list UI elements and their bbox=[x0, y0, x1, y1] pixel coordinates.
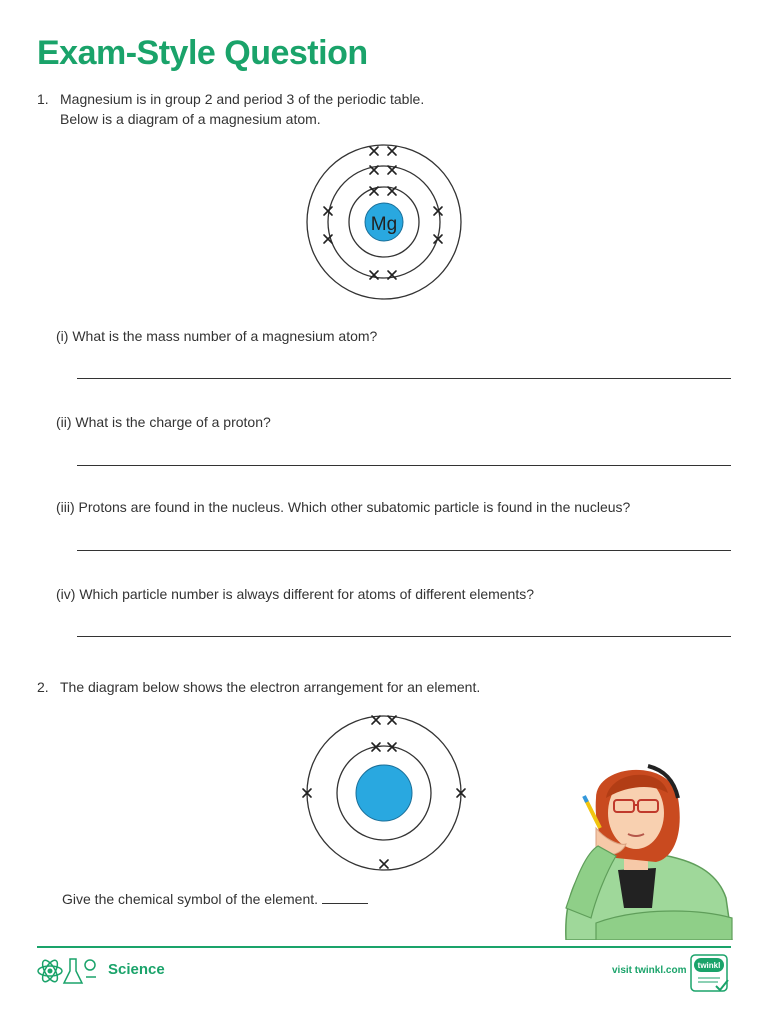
magnesium-atom-diagram bbox=[300, 140, 468, 300]
answer-line-ii[interactable] bbox=[77, 465, 731, 466]
sub-question-iv: (iv) Which particle number is always different for atoms of different elements? bbox=[56, 586, 535, 602]
question-2-prompt bbox=[62, 891, 368, 907]
question-1-line-1: Magnesium is in group 2 and period 3 of the periodic table. bbox=[60, 91, 425, 107]
badge-brand-text: twinkl bbox=[697, 961, 721, 970]
chemical-symbol-answer-blank[interactable] bbox=[322, 891, 368, 904]
footer-subject-label: Science bbox=[108, 961, 165, 978]
question-1-line-2: Below is a diagram of a magnesium atom. bbox=[60, 111, 321, 127]
element-nucleus bbox=[356, 765, 412, 821]
question-2-line-1: The diagram below shows the electron arrangement for an element. bbox=[60, 679, 481, 695]
question-2-number: 2. bbox=[37, 679, 49, 695]
element-atom-diagram bbox=[300, 710, 468, 872]
question-2-prompt-text: Give the chemical symbol of the element. bbox=[62, 891, 319, 907]
thinking-woman-illustration bbox=[556, 758, 738, 940]
answer-line-iii[interactable] bbox=[77, 550, 731, 551]
question-1-number: 1. bbox=[37, 91, 49, 107]
footer-divider bbox=[37, 946, 731, 948]
science-logo-icon bbox=[36, 953, 98, 989]
sub-question-iii: (iii) Protons are found in the nucleus. Which other subatomic particle is found in the nucleus? bbox=[56, 499, 631, 515]
sub-question-ii: (ii) What is the charge of a proton? bbox=[56, 414, 271, 430]
footer-website-link[interactable]: visit twinkl.com bbox=[612, 965, 687, 976]
twinkl-quality-badge-icon bbox=[690, 954, 730, 994]
mg-symbol: Mg bbox=[370, 214, 398, 235]
page-title: Exam-Style Question bbox=[37, 34, 368, 72]
sub-question-i: (i) What is the mass number of a magnesium atom? bbox=[56, 328, 378, 344]
answer-line-i[interactable] bbox=[77, 378, 731, 379]
answer-line-iv[interactable] bbox=[77, 636, 731, 637]
